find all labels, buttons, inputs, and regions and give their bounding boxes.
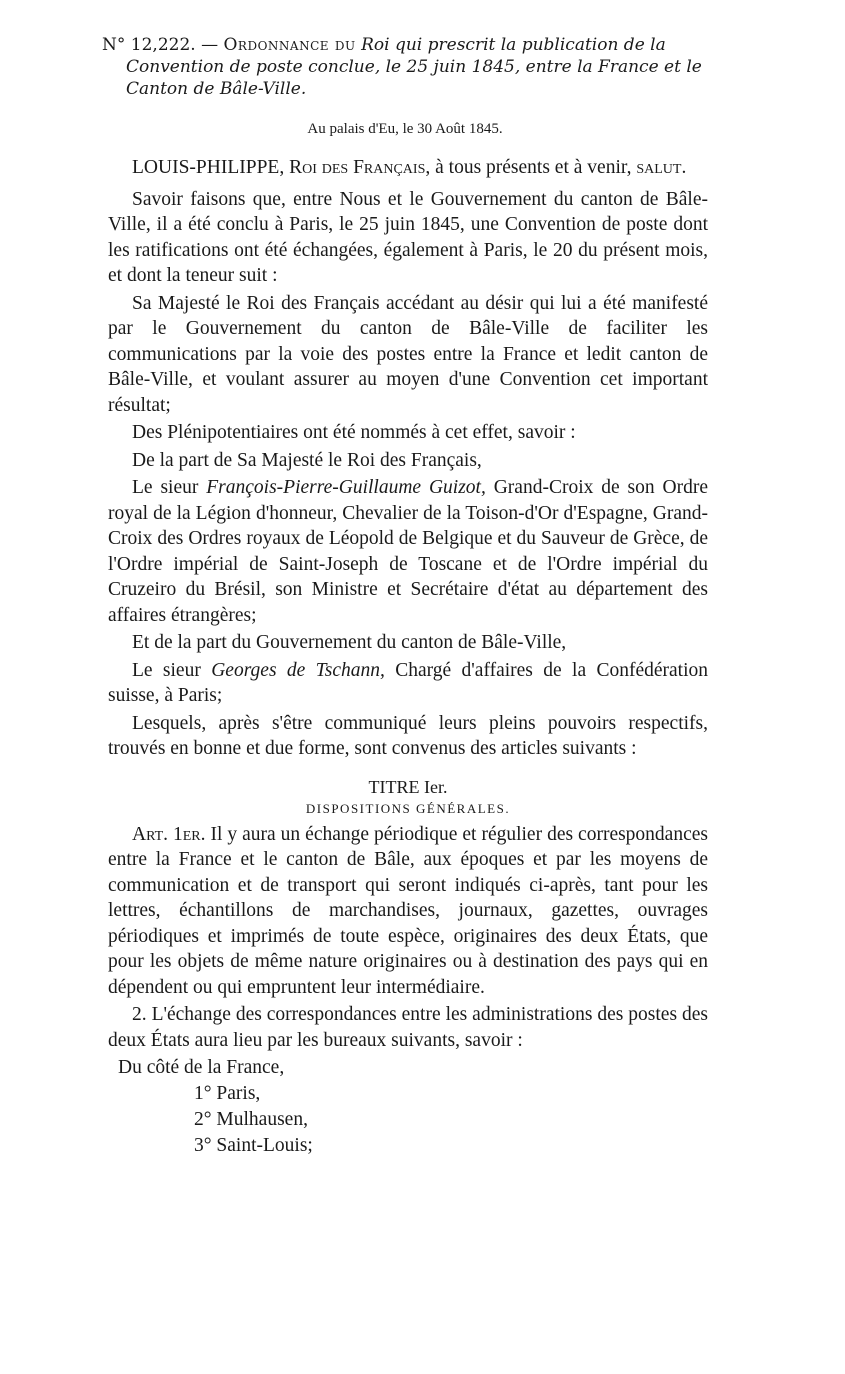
guizot-titles: Grand-Croix de son Ordre royal de la Légion d'honneur, Chevalier de la Toison-d'Or d'Espagne, Grand-Croix des Ordres royaux de Léopold de Belgique et du Sauveur de Grèce, de l'Ordre impérial de Saint-Joseph de Toscane et de l'Ordre impérial du Cruzeiro du Brésil, son Ministre et Secrétaire d'état au département des affaires étrangères; — [108, 477, 708, 626]
list-item: 3° Saint-Louis; — [194, 1135, 313, 1156]
paragraph: Des Plénipotentiaires ont été nommés à cet effet, savoir : — [132, 422, 576, 443]
guizot-name: François-Pierre-Guillaume Guizot, — [206, 477, 486, 498]
salut: salut. — [636, 157, 687, 178]
ordinance-number: N° 12,222. — — [102, 35, 224, 55]
preamble — [108, 155, 708, 181]
tschann-prefix: Le sieur — [132, 659, 212, 681]
preamble-text: , à tous présents et à venir, — [425, 157, 637, 178]
plenipotentiary-guizot — [108, 475, 708, 628]
france-side-label: Du côté de la France, — [118, 1057, 285, 1078]
article-2: 2. L'échange des correspondances entre les administrations des postes des deux États aura lieu par les bureaux suivants, savoir : — [108, 1004, 708, 1051]
paragraph: Lesquels, après s'être communiqué leurs pleins pouvoirs respectifs, trouvés en bonne et due forme, sont convenus des articles suivants : — [108, 712, 708, 759]
paragraph: Sa Majesté le Roi des Français accédant au désir qui lui a été manifesté par le Gouvernement du canton de Bâle-Ville de faciliter les communications par la voie des postes entre la France et ledit canton de Bâle-Ville, et voulant assurer au moyen d'une Convention cet important résultat; — [108, 292, 708, 416]
ordinance-label: Ordonnance du — [223, 35, 356, 55]
paragraph: Savoir faisons que, entre Nous et le Gouvernement du canton de Bâle-Ville, il a été conclu à Paris, le 25 juin 1845, une Convention de poste dont les ratifications ont été échangées, également à Paris, le 20 du présent mois, et dont la teneur suit : — [108, 188, 708, 286]
paragraph: De la part de Sa Majesté le Roi des Français, — [132, 449, 482, 471]
ordinance-summary: Roi qui prescrit la publication de la Convention de poste conclue, le 25 juin 1845, entre la France et le Canton de Bâle-Ville. — [126, 35, 702, 99]
section-subtitle: DISPOSITIONS GÉNÉRALES. — [305, 800, 511, 816]
dateline: Au palais d'Eu, le 30 Août 1845. — [307, 121, 503, 137]
tschann-name: Georges de Tschann, — [211, 659, 385, 681]
list-item: 1° Paris, — [194, 1083, 261, 1104]
document-body — [108, 155, 708, 1159]
article-1-text: Il y aura un échange périodique et régulier des correspondances entre la France et le canton de Bâle, aux époques et par les moyens de communication et de transport qui seront indiqués ci-après, tant pour les lettres, échantillons de marchandises, journaux, gazettes, ouvrages périodiques et imprimés de toute espèce, originaires des deux États, que pour les objets de même nature originaires ou à destination des pays qui en dépendent ou qui empruntent leur intermédiaire. — [108, 823, 708, 998]
paragraph: Et de la part du Gouvernement du canton de Bâle-Ville, — [132, 632, 567, 653]
offices-list — [108, 1055, 708, 1159]
guizot-prefix: Le sieur — [132, 477, 207, 498]
section-title: TITRE Ier. — [368, 776, 448, 797]
article-1-label: Art. 1er. — [132, 823, 206, 845]
article-1 — [108, 822, 708, 1001]
king-title: Roi des Français — [289, 157, 426, 178]
list-item: 2° Mulhausen, — [194, 1109, 308, 1130]
tschann-titles: Chargé d'affaires de la Confédération suisse, à Paris; — [108, 659, 708, 706]
king-name: LOUIS-PHILIPPE, — [132, 157, 285, 178]
ordinance-header — [102, 34, 714, 100]
plenipotentiary-tschann — [108, 658, 708, 709]
